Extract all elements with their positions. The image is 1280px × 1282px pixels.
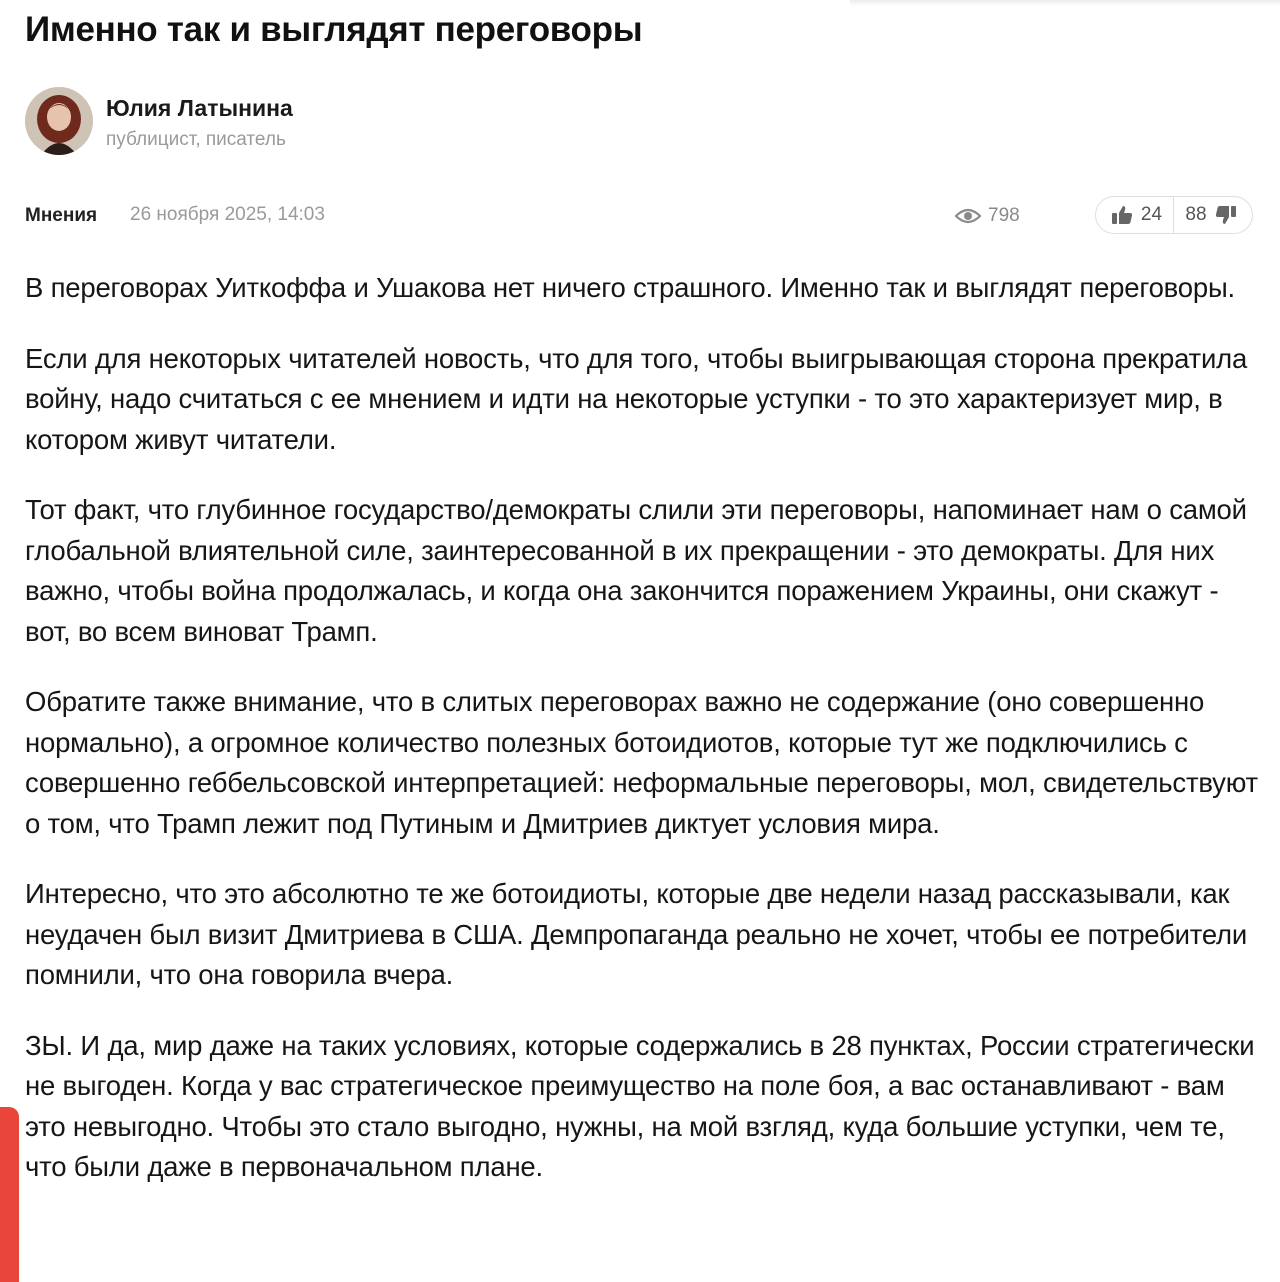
thumbs-down-icon [1215,205,1237,225]
article-paragraph: Тот факт, что глубинное государство/демократы слили эти переговоры, напоминает нам о самой глобальной влиятельной силе, заинтересованной в их прекращении - это демократы. Для них важно, чтобы война продолжалась, и когда она закончится поражением Украины, они скажут - вот, во всем виноват Трамп. [25,494,1247,647]
thumbs-up-icon [1111,205,1133,225]
article-body [25,268,1260,1218]
author-avatar[interactable] [25,87,93,155]
views-count: 798 [988,205,1020,226]
article-meta [0,196,1280,236]
top-shadow [850,0,1280,6]
article-paragraph: ЗЫ. И да, мир даже на таких условиях, которые содержались в 28 пунктах, России стратегически не выгоден. Когда у вас стратегическое преимущество на поле боя, а вас останавливают - вам это невыгодно. Чтобы это стало выгодно, нужны, на мой взгляд, куда большие уступки, чем те, что были даже в первоначальном плане. [25,1029,1255,1182]
dislikes-count: 88 [1185,204,1207,225]
like-button[interactable] [1096,197,1174,233]
author-role: публицист, писатель [106,129,286,150]
author-name[interactable]: Юлия Латынина [106,95,293,121]
article-title: Именно так и выглядят переговоры [25,10,643,49]
article-paragraph: Если для некоторых читателей новость, что для того, чтобы выигрывающая сторона прекратила войну, надо считаться с ее мнением и идти на некоторые уступки - то это характеризует мир, в котором живут читатели. [25,342,1248,455]
eye-icon [955,207,981,225]
article-paragraph: В переговорах Уиткоффа и Ушакова нет ничего страшного. Именно так и выглядят переговоры. [25,272,1235,303]
highlight-marker [0,1107,19,1282]
vote-widget [1095,196,1253,234]
views-counter [955,203,1020,229]
likes-count: 24 [1140,204,1163,225]
article-paragraph: Интересно, что это абсолютно те же ботоидиоты, которые две недели назад рассказывали, как неудачен был визит Дмитриева в США. Демпропаганда реально не хочет, чтобы ее потребители помнили, что она говорила вчера. [25,878,1248,990]
rubric-link[interactable]: Мнения [25,205,98,226]
publish-date: 26 ноября 2025, 14:03 [130,204,325,225]
dislike-button[interactable] [1174,197,1252,233]
article-paragraph: Обратите также внимание, что в слитых переговорах важно не содержание (оно совершенно нормально), а огромное количество полезных ботоидиотов, которые тут же подключились с совершенно геббельсовской интерпретацией: неформальные переговоры, мол, свидетельствуют о том, что Трамп лежит под Путиным и Дмитриев диктует условия мира. [25,686,1258,839]
